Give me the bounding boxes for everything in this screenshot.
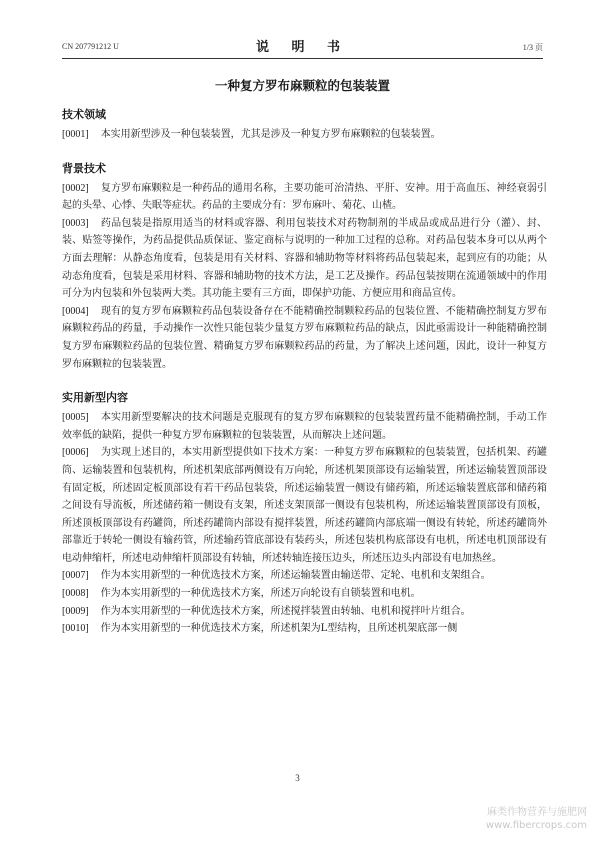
- header-divider: [62, 58, 543, 59]
- document-body: [62, 108, 547, 638]
- paragraph-text: 作为本实用新型的一种优选技术方案，所述机架为L型结构，且所述机架底部一侧: [100, 623, 458, 635]
- section-heading-background: 背景技术: [62, 161, 106, 175]
- paragraph-text: 本实用新型要解决的技术问题是克服现有的复方罗布麻颗粒的包装装置药量不能精确控制，手动工作效率低的缺陷，提供一种复方罗布麻颗粒的包装装置，从而解决上述问题。: [62, 412, 547, 441]
- paragraph-number: [0004]: [62, 305, 89, 317]
- page-indicator: 1/3 页: [522, 43, 543, 52]
- paragraph-number: [0001]: [62, 129, 89, 140]
- paragraph: [62, 180, 547, 215]
- paragraph-text: 本实用新型涉及一种包装装置，尤其是涉及一种复方罗布麻颗粒的包装装置。: [100, 129, 441, 140]
- paragraph-text: 现有的复方罗布麻颗粒药品包装设备存在不能精确控制颗粒药品的包装位置、不能精确控制复方罗布麻颗粒药品的药量，手动操作一次性只能包装少量复方罗布麻颗粒药品的缺点，因此亟需设计一种能精确控制复方罗布麻颗粒药品的包装位置、精确复方罗布麻颗粒药品的药量，为了解决上述问题，因此，设计一种复方罗布麻颗粒的包装装置。: [62, 305, 547, 370]
- paragraph-text: 复方罗布麻颗粒是一种药品的通用名称，主要功能可治清热、平肝、安神。用于高血压、神经衰弱引起的头晕、心悸、失眠等症状。药品的主要成分有：罗布麻叶、菊花、山楂。: [62, 182, 547, 212]
- paragraph-text: 作为本实用新型的一种优选技术方案，所述万向轮设有自锁装置和电机。: [100, 588, 421, 600]
- paragraph: [62, 567, 547, 585]
- watermark-line2: www.fibercrops.com: [485, 820, 587, 831]
- paragraph-text: 作为本实用新型的一种优选技术方案，所述搅拌装置由转轴、电机和搅拌叶片组合。: [100, 605, 471, 617]
- watermark: [486, 806, 587, 832]
- publication-number: CN 207791212 U: [62, 42, 119, 51]
- paragraph-text: 作为本实用新型的一种优选技术方案，所述运输装置由输送带、定轮、电机和支架组合。: [100, 570, 491, 582]
- paragraph-number: [0008]: [62, 588, 89, 600]
- document-title: 一种复方罗布麻颗粒的包装装置: [214, 78, 390, 93]
- paragraph: [62, 620, 547, 638]
- paragraph-number: [0009]: [62, 605, 89, 617]
- paragraph-number: [0002]: [62, 182, 89, 194]
- paragraph: [62, 409, 547, 444]
- paragraph-number: [0006]: [62, 447, 89, 459]
- paragraph-number: [0003]: [62, 217, 89, 229]
- paragraph: [62, 444, 547, 567]
- paragraph: [62, 585, 547, 603]
- paragraph-text: 为实现上述目的，本实用新型提供如下技术方案：一种复方罗布麻颗粒的包装装置，包括机架、药罐筒、运输装置和包装机构，所述机架底部两侧设有万向轮，所述机架顶部设有运输装置，所述运输装置顶部设有固定板，所述固定板顶部设有若干药品包装袋，所述运输装置一侧设有储药箱，所述运输装置底部和储药箱之间设有导流板，所述储药箱一侧设有支架，所述支架顶部一侧设有包装机构，所述运输装置顶部设有顶板，所述顶板顶部设有药罐筒，所述药罐筒内部设有搅拌装置，所述药罐筒内部底端一侧设有转轮，所述药罐筒外部靠近于转轮一侧设有输药管，所述输药管底部设有装药头，所述包装机构底部设有电机，所述电机顶部设有电动伸缩杆，所述电动伸缩杆顶部设有转轴，所述转轴连接压边头，所述压边头内部设有电加热丝。: [62, 447, 547, 564]
- paragraph: [62, 215, 547, 303]
- paragraph: [62, 126, 547, 144]
- watermark-line1: 麻类作物营养与施肥网: [487, 807, 587, 818]
- page-number: 3: [295, 773, 300, 783]
- section-heading-tech-field: 技术领域: [62, 108, 106, 121]
- paragraph-number: [0007]: [62, 570, 89, 582]
- paragraph-number: [0005]: [62, 412, 89, 424]
- section-heading-utility-content: 实用新型内容: [62, 391, 128, 405]
- document-type: 说 明 书: [255, 40, 350, 55]
- paragraph: [62, 303, 547, 373]
- paragraph-text: 药品包装是指原用适当的材料或容器、利用包装技术对药物制剂的半成品或成品进行分（灌）、封、装、贴签等操作，为药品提供品质保证、鉴定商标与说明的一种加工过程的总称。对药品包装本身可以从两个方面去理解：从静态角度看，包装是用有关材料、容器和辅助物等材料将药品包装起来，起到应有的功能；从动态角度看，包装是采用材料、容器和辅助物的技术方法，是工艺及操作。药品包装按期在流通领域中的作用可分为内包装和外包装两大类。其功能主要有三方面，即保护功能、方便应用和商品宣传。: [62, 217, 547, 300]
- paragraph-number: [0010]: [62, 623, 89, 635]
- paragraph: [62, 603, 547, 621]
- page-header: [62, 36, 543, 56]
